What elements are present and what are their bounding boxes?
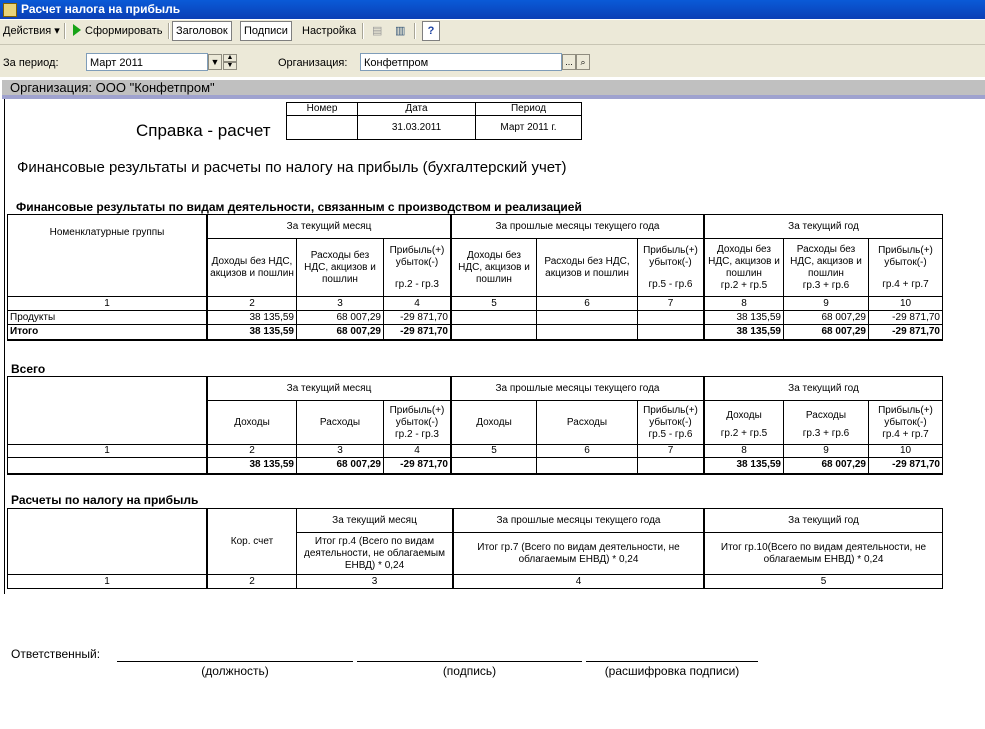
signature-line-decode bbox=[586, 661, 758, 662]
total-table bbox=[7, 376, 943, 475]
formula-7: гр.5 - гр.6 bbox=[648, 428, 693, 440]
tax-table bbox=[7, 508, 943, 589]
col-num: 4 bbox=[384, 445, 452, 458]
col-num: 5 bbox=[451, 297, 537, 311]
cell-profit: -29 871,70 bbox=[384, 458, 452, 474]
copy-icon[interactable]: ▤ bbox=[372, 25, 383, 37]
col-empty-header bbox=[8, 377, 208, 445]
col-num: 1 bbox=[8, 575, 208, 589]
period-input[interactable]: Март 2011 bbox=[86, 53, 208, 71]
col-num: 8 bbox=[704, 445, 784, 458]
col-num: 3 bbox=[297, 575, 454, 589]
table-row bbox=[8, 311, 943, 325]
col-expense-prev: Расходы bbox=[537, 401, 638, 445]
formula-9: гр.3 + гр.6 bbox=[802, 279, 850, 291]
col-num: 10 bbox=[869, 297, 943, 311]
cell-expense: 68 007,29 bbox=[297, 311, 384, 325]
col-num: 2 bbox=[207, 445, 297, 458]
col-income: Доходы bbox=[207, 401, 297, 445]
report-title: Финансовые результаты и расчеты по налогу на прибыль (бухгалтерский учет) bbox=[17, 159, 567, 176]
profit-label: Прибыль(+) убыток(-) bbox=[389, 404, 445, 428]
org-banner: Организация: ООО "Конфетпром" bbox=[2, 80, 985, 99]
col-nomenclature: Номенклатурные группы bbox=[8, 215, 208, 297]
header-button[interactable]: Заголовок bbox=[172, 21, 232, 41]
col-expense: Расходы bbox=[297, 401, 384, 445]
actions-label: Действия bbox=[3, 25, 52, 37]
group-cur-month: За текущий месяц bbox=[297, 509, 454, 533]
col-expense-year bbox=[784, 239, 869, 297]
col-account: Кор. счет bbox=[207, 509, 297, 575]
responsible-label: Ответственный: bbox=[11, 647, 101, 661]
toolbar bbox=[0, 20, 985, 45]
group-cur-month: За текущий месяц bbox=[207, 215, 451, 239]
col-income-prev: Доходы без НДС, акцизов и пошлин bbox=[451, 239, 537, 297]
formula-4: гр.2 - гр.3 bbox=[395, 428, 439, 440]
profit-label: Прибыль(+) убыток(-) bbox=[643, 404, 698, 428]
ref-date: 31.03.2011 bbox=[358, 116, 476, 140]
cell-expense-year: 68 007,29 bbox=[784, 311, 869, 325]
signature-line-sign bbox=[357, 661, 582, 662]
activities-table bbox=[7, 214, 943, 341]
cell-empty bbox=[638, 458, 705, 474]
col-income-year bbox=[704, 401, 784, 445]
row-name: Итого bbox=[8, 325, 208, 340]
col-num: 7 bbox=[638, 297, 705, 311]
col-empty-header bbox=[8, 509, 208, 575]
col-profit bbox=[384, 239, 452, 297]
col-profit-year bbox=[869, 239, 943, 297]
profit-label: Прибыль(+) убыток(-) bbox=[643, 244, 698, 268]
position-caption: (должность) bbox=[201, 664, 269, 678]
col-num: 6 bbox=[537, 445, 638, 458]
column-number-row bbox=[8, 297, 943, 311]
generate-label: Сформировать bbox=[85, 25, 163, 37]
col-num: 1 bbox=[8, 297, 208, 311]
col-expense-year bbox=[784, 401, 869, 445]
cell-empty bbox=[451, 325, 537, 340]
cell-profit: -29 871,70 bbox=[384, 325, 452, 340]
row-name: Продукты bbox=[8, 311, 208, 325]
col-num: 7 bbox=[638, 445, 705, 458]
org-label: Организация: bbox=[278, 57, 348, 69]
column-number-row bbox=[8, 445, 943, 458]
col-profit-prev bbox=[638, 239, 705, 297]
formula-9: гр.3 + гр.6 bbox=[802, 427, 850, 439]
ref-header-period: Период bbox=[476, 103, 582, 116]
cell-empty bbox=[537, 325, 638, 340]
col-num: 6 bbox=[537, 297, 638, 311]
total-row bbox=[8, 458, 943, 474]
org-input[interactable]: Конфетпром bbox=[360, 53, 562, 71]
income-label: Доходы bbox=[726, 409, 762, 421]
cell-empty bbox=[537, 311, 638, 325]
cell-income-year: 38 135,59 bbox=[704, 311, 784, 325]
toolbar-separator bbox=[168, 23, 170, 39]
income-year-label: Доходы без НДС, акцизов и пошлин bbox=[708, 243, 780, 279]
play-icon bbox=[73, 24, 81, 36]
col-income: Доходы без НДС, акцизов и пошлин bbox=[207, 239, 297, 297]
total-row bbox=[8, 325, 943, 340]
col-expense-prev: Расходы без НДС, акцизов и пошлин bbox=[537, 239, 638, 297]
col-num: 4 bbox=[384, 297, 452, 311]
group-cur-month: За текущий месяц bbox=[207, 377, 451, 401]
profit-label: Прибыль(+) убыток(-) bbox=[878, 404, 933, 428]
col-num: 2 bbox=[207, 297, 297, 311]
cell-income: 38 135,59 bbox=[207, 458, 297, 474]
report-document bbox=[0, 99, 985, 729]
actions-menu[interactable] bbox=[0, 22, 63, 40]
group-cur-year: За текущий год bbox=[704, 377, 943, 401]
group-prev-months: За прошлые месяцы текущего года bbox=[453, 509, 704, 533]
paste-icon[interactable]: ▥ bbox=[395, 25, 406, 37]
org-select-button[interactable]: ... bbox=[562, 54, 576, 70]
col-num: 5 bbox=[704, 575, 943, 589]
signatures-button[interactable]: Подписи bbox=[240, 21, 292, 41]
group-cur-year: За текущий год bbox=[704, 215, 943, 239]
col-num: 1 bbox=[8, 445, 208, 458]
formula-8: гр.2 + гр.5 bbox=[720, 279, 768, 291]
profit-label: Прибыль(+) убыток(-) bbox=[878, 244, 933, 268]
col-num: 10 bbox=[869, 445, 943, 458]
ref-header-date: Дата bbox=[358, 103, 476, 116]
filter-bar bbox=[0, 45, 985, 77]
col-tax-cur-month: Итог гр.4 (Всего по видам деятельности, не облагаемым ЕНВД) * 0,24 bbox=[297, 533, 454, 575]
group-cur-year: За текущий год bbox=[704, 509, 943, 533]
settings-button[interactable]: Настройка bbox=[302, 25, 357, 37]
app-icon bbox=[3, 3, 17, 17]
col-profit-prev bbox=[638, 401, 705, 445]
cell-empty bbox=[8, 458, 208, 474]
left-border bbox=[4, 99, 5, 594]
cell-empty bbox=[638, 311, 705, 325]
col-profit bbox=[384, 401, 452, 445]
col-expense: Расходы без НДС, акцизов и пошлин bbox=[297, 239, 384, 297]
ref-number bbox=[287, 116, 358, 140]
cell-empty bbox=[451, 311, 537, 325]
col-num: 5 bbox=[451, 445, 537, 458]
period-down-button[interactable]: ▼ bbox=[223, 62, 237, 70]
period-label: За период: bbox=[3, 57, 59, 69]
column-number-row bbox=[8, 575, 943, 589]
col-income-year bbox=[704, 239, 784, 297]
col-tax-cur-year: Итог гр.10(Всего по видам деятельности, не облагаемым ЕНВД) * 0,24 bbox=[704, 533, 943, 575]
formula-7: гр.5 - гр.6 bbox=[648, 278, 693, 290]
cell-profit-year: -29 871,70 bbox=[869, 325, 943, 340]
profit-label: Прибыль(+) убыток(-) bbox=[389, 244, 445, 268]
generate-button[interactable] bbox=[70, 22, 166, 40]
col-num: 3 bbox=[297, 297, 384, 311]
cell-income: 38 135,59 bbox=[207, 311, 297, 325]
col-num: 3 bbox=[297, 445, 384, 458]
cell-expense-year: 68 007,29 bbox=[784, 458, 869, 474]
toolbar-separator bbox=[64, 23, 66, 39]
cell-income-year: 38 135,59 bbox=[704, 458, 784, 474]
reference-title: Справка - расчет bbox=[136, 121, 271, 140]
cell-empty bbox=[638, 325, 705, 340]
col-num: 4 bbox=[453, 575, 704, 589]
section-title-total: Всего bbox=[11, 362, 46, 376]
expense-year-label: Расходы без НДС, акцизов и пошлин bbox=[790, 243, 862, 279]
formula-10: гр.4 + гр.7 bbox=[882, 278, 929, 290]
cell-profit-year: -29 871,70 bbox=[869, 458, 943, 474]
col-profit-year bbox=[869, 401, 943, 445]
cell-income-year: 38 135,59 bbox=[704, 325, 784, 340]
chevron-down-icon: ▾ bbox=[54, 25, 60, 37]
col-income-prev: Доходы bbox=[451, 401, 537, 445]
formula-10: гр.4 + гр.7 bbox=[882, 428, 929, 440]
decode-caption: (расшифровка подписи) bbox=[604, 664, 740, 678]
window-titlebar bbox=[0, 0, 985, 19]
period-dropdown-button[interactable]: ▼ bbox=[208, 54, 222, 70]
cell-expense: 68 007,29 bbox=[297, 325, 384, 340]
search-icon[interactable]: ⌕ bbox=[576, 54, 590, 70]
section-title-tax: Расчеты по налогу на прибыль bbox=[11, 493, 199, 507]
cell-expense: 68 007,29 bbox=[297, 458, 384, 474]
cell-profit: -29 871,70 bbox=[384, 311, 452, 325]
formula-8: гр.2 + гр.5 bbox=[720, 427, 768, 439]
col-num: 2 bbox=[207, 575, 297, 589]
section-title-activities: Финансовые результаты по видам деятельности, связанным с производством и реализацией bbox=[16, 200, 582, 214]
col-num: 9 bbox=[784, 297, 869, 311]
group-prev-months: За прошлые месяцы текущего года bbox=[451, 215, 704, 239]
window-title: Расчет налога на прибыль bbox=[21, 2, 181, 16]
cell-empty bbox=[537, 458, 638, 474]
cell-income: 38 135,59 bbox=[207, 325, 297, 340]
toolbar-separator bbox=[362, 23, 364, 39]
cell-expense-year: 68 007,29 bbox=[784, 325, 869, 340]
cell-profit-year: -29 871,70 bbox=[869, 311, 943, 325]
group-prev-months: За прошлые месяцы текущего года bbox=[451, 377, 704, 401]
help-button[interactable]: ? bbox=[422, 21, 440, 41]
ref-header-number: Номер bbox=[287, 103, 358, 116]
sign-caption: (подпись) bbox=[442, 664, 497, 678]
cell-empty bbox=[451, 458, 537, 474]
ref-period: Март 2011 г. bbox=[476, 116, 582, 140]
col-tax-prev-months: Итог гр.7 (Всего по видам деятельности, не облагаемым ЕНВД) * 0,24 bbox=[453, 533, 704, 575]
period-up-button[interactable]: ▲ bbox=[223, 54, 237, 62]
toolbar-separator bbox=[414, 23, 416, 39]
reference-table bbox=[286, 102, 582, 140]
formula-4: гр.2 - гр.3 bbox=[395, 278, 439, 290]
col-num: 8 bbox=[704, 297, 784, 311]
expense-label: Расходы bbox=[805, 409, 847, 421]
signature-line-position bbox=[117, 661, 353, 662]
col-num: 9 bbox=[784, 445, 869, 458]
